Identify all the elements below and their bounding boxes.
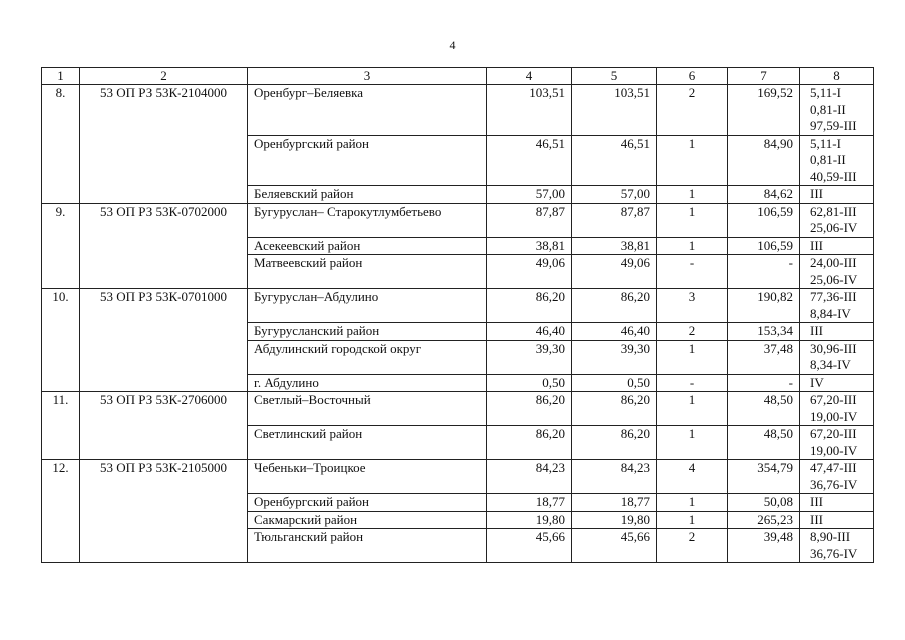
length-cell: 46,40 <box>487 323 572 341</box>
table-body <box>42 68 874 563</box>
count-cell: 1 <box>657 135 728 186</box>
table-header-row <box>42 68 874 85</box>
value-cell: 106,59 <box>728 203 800 237</box>
category-line: 8,90-III <box>810 529 851 544</box>
length-cell: 45,66 <box>572 529 657 563</box>
length-cell: 39,30 <box>487 340 572 374</box>
length-cell: 0,50 <box>487 374 572 392</box>
count-cell: 2 <box>657 323 728 341</box>
category-line: 97,59-III <box>810 118 857 133</box>
length-cell: 57,00 <box>487 186 572 204</box>
length-cell: 84,23 <box>487 460 572 494</box>
category-cell <box>800 374 874 392</box>
count-cell: 1 <box>657 426 728 460</box>
length-cell: 103,51 <box>487 85 572 136</box>
column-header: 4 <box>487 68 572 85</box>
count-cell: 2 <box>657 85 728 136</box>
length-cell: 86,20 <box>572 392 657 426</box>
value-cell: - <box>728 255 800 289</box>
road-name-cell: Светлинский район <box>248 426 487 460</box>
value-cell: 48,50 <box>728 392 800 426</box>
count-cell: - <box>657 255 728 289</box>
length-cell: 38,81 <box>572 237 657 255</box>
length-cell: 19,80 <box>572 511 657 529</box>
road-name-cell: Чебеньки–Троицкое <box>248 460 487 494</box>
length-cell: 19,80 <box>487 511 572 529</box>
road-code-cell: 53 ОП РЗ 53К-0701000 <box>80 289 248 392</box>
table-row <box>42 460 874 494</box>
category-line: 19,00-IV <box>810 408 858 424</box>
length-cell: 38,81 <box>487 237 572 255</box>
category-cell <box>800 392 874 426</box>
value-cell: 37,48 <box>728 340 800 374</box>
category-cell <box>800 85 874 136</box>
length-cell: 46,40 <box>572 323 657 341</box>
value-cell: 50,08 <box>728 494 800 512</box>
length-cell: 86,20 <box>572 426 657 460</box>
table-row <box>42 203 874 237</box>
road-name-cell: г. Абдулино <box>248 374 487 392</box>
category-line: 36,76-IV <box>810 545 858 561</box>
value-cell: 39,48 <box>728 529 800 563</box>
category-cell <box>800 511 874 529</box>
count-cell: 1 <box>657 494 728 512</box>
road-name-cell: Матвеевский район <box>248 255 487 289</box>
row-number-cell: 9. <box>42 203 80 289</box>
category-line: 36,76-IV <box>810 476 858 492</box>
page-number: 4 <box>449 38 456 52</box>
length-cell: 86,20 <box>572 289 657 323</box>
value-cell: 265,23 <box>728 511 800 529</box>
value-cell: 169,52 <box>728 85 800 136</box>
row-number-cell: 12. <box>42 460 80 563</box>
road-code-cell: 53 ОП РЗ 53К-2104000 <box>80 85 248 204</box>
category-cell <box>800 460 874 494</box>
column-header: 1 <box>42 68 80 85</box>
road-name-cell: Оренбург–Беляевка <box>248 85 487 136</box>
value-cell: 190,82 <box>728 289 800 323</box>
road-name-cell: Бугурусланский район <box>248 323 487 341</box>
value-cell: 354,79 <box>728 460 800 494</box>
length-cell: 86,20 <box>487 392 572 426</box>
length-cell: 0,50 <box>572 374 657 392</box>
category-cell <box>800 494 874 512</box>
category-line: III <box>810 511 823 527</box>
road-name-cell: Оренбургский район <box>248 135 487 186</box>
count-cell: 1 <box>657 340 728 374</box>
category-line: 24,00-III <box>810 255 857 270</box>
table-row <box>42 289 874 323</box>
length-cell: 18,77 <box>572 494 657 512</box>
road-name-cell: Бугуруслан–Абдулино <box>248 289 487 323</box>
column-header: 6 <box>657 68 728 85</box>
roads-table <box>41 67 874 563</box>
road-code-cell: 53 ОП РЗ 53К-2105000 <box>80 460 248 563</box>
column-header: 7 <box>728 68 800 85</box>
length-cell: 87,87 <box>487 203 572 237</box>
length-cell: 45,66 <box>487 529 572 563</box>
category-line: III <box>810 186 823 201</box>
category-cell <box>800 255 874 289</box>
road-code-cell: 53 ОП РЗ 53К-2706000 <box>80 392 248 460</box>
count-cell: 1 <box>657 237 728 255</box>
category-cell <box>800 426 874 460</box>
category-cell <box>800 135 874 186</box>
count-cell: 1 <box>657 392 728 426</box>
length-cell: 87,87 <box>572 203 657 237</box>
category-cell <box>800 340 874 374</box>
category-line: 19,00-IV <box>810 442 858 458</box>
category-line: 62,81-III <box>810 203 857 219</box>
length-cell: 84,23 <box>572 460 657 494</box>
category-line: 77,36-III <box>810 289 857 304</box>
count-cell: 3 <box>657 289 728 323</box>
length-cell: 39,30 <box>572 340 657 374</box>
length-cell: 103,51 <box>572 85 657 136</box>
length-cell: 46,51 <box>572 135 657 186</box>
count-cell: 2 <box>657 529 728 563</box>
category-line: 8,34-IV <box>810 357 851 372</box>
length-cell: 86,20 <box>487 426 572 460</box>
road-code-cell: 53 ОП РЗ 53К-0702000 <box>80 203 248 289</box>
category-line: 25,06-IV <box>810 271 858 287</box>
road-name-cell: Светлый–Восточный <box>248 392 487 426</box>
row-number-cell: 10. <box>42 289 80 392</box>
value-cell: 48,50 <box>728 426 800 460</box>
value-cell: 153,34 <box>728 323 800 341</box>
value-cell: 84,90 <box>728 135 800 186</box>
road-name-cell: Сакмарский район <box>248 511 487 529</box>
category-line: 25,06-IV <box>810 220 858 235</box>
count-cell: 1 <box>657 511 728 529</box>
category-line: III <box>810 237 823 253</box>
category-line: 67,20-III <box>810 392 857 407</box>
category-cell <box>800 289 874 323</box>
category-line: III <box>810 494 823 509</box>
column-header: 8 <box>800 68 874 85</box>
category-line: 30,96-III <box>810 340 857 356</box>
category-line: 0,81-II <box>810 152 846 167</box>
value-cell: 84,62 <box>728 186 800 204</box>
category-cell <box>800 323 874 341</box>
category-cell <box>800 186 874 204</box>
category-line: 67,20-III <box>810 426 857 441</box>
length-cell: 57,00 <box>572 186 657 204</box>
road-name-cell: Бугуруслан– Старокутлумбетьево <box>248 203 487 237</box>
row-number-cell: 8. <box>42 85 80 204</box>
column-header: 3 <box>248 68 487 85</box>
road-name-cell: Тюльганский район <box>248 529 487 563</box>
category-line: 47,47-III <box>810 460 857 475</box>
category-line: 5,11-I <box>810 135 841 151</box>
category-line: 8,84-IV <box>810 305 851 321</box>
category-line: 40,59-III <box>810 168 857 184</box>
length-cell: 49,06 <box>572 255 657 289</box>
category-cell <box>800 203 874 237</box>
category-line: IV <box>810 374 824 390</box>
length-cell: 86,20 <box>487 289 572 323</box>
category-line: 5,11-I <box>810 85 841 100</box>
count-cell: 1 <box>657 186 728 204</box>
road-name-cell: Беляевский район <box>248 186 487 204</box>
length-cell: 49,06 <box>487 255 572 289</box>
road-name-cell: Оренбургский район <box>248 494 487 512</box>
column-header: 2 <box>80 68 248 85</box>
category-cell <box>800 529 874 563</box>
count-cell: 4 <box>657 460 728 494</box>
category-cell <box>800 237 874 255</box>
road-name-cell: Асекеевский район <box>248 237 487 255</box>
road-name-cell: Абдулинский городской округ <box>248 340 487 374</box>
category-line: 0,81-II <box>810 101 846 117</box>
length-cell: 18,77 <box>487 494 572 512</box>
count-cell: - <box>657 374 728 392</box>
length-cell: 46,51 <box>487 135 572 186</box>
value-cell: - <box>728 374 800 392</box>
row-number-cell: 11. <box>42 392 80 460</box>
category-line: III <box>810 323 823 338</box>
column-header: 5 <box>572 68 657 85</box>
table-row <box>42 392 874 426</box>
value-cell: 106,59 <box>728 237 800 255</box>
table-row <box>42 85 874 136</box>
count-cell: 1 <box>657 203 728 237</box>
